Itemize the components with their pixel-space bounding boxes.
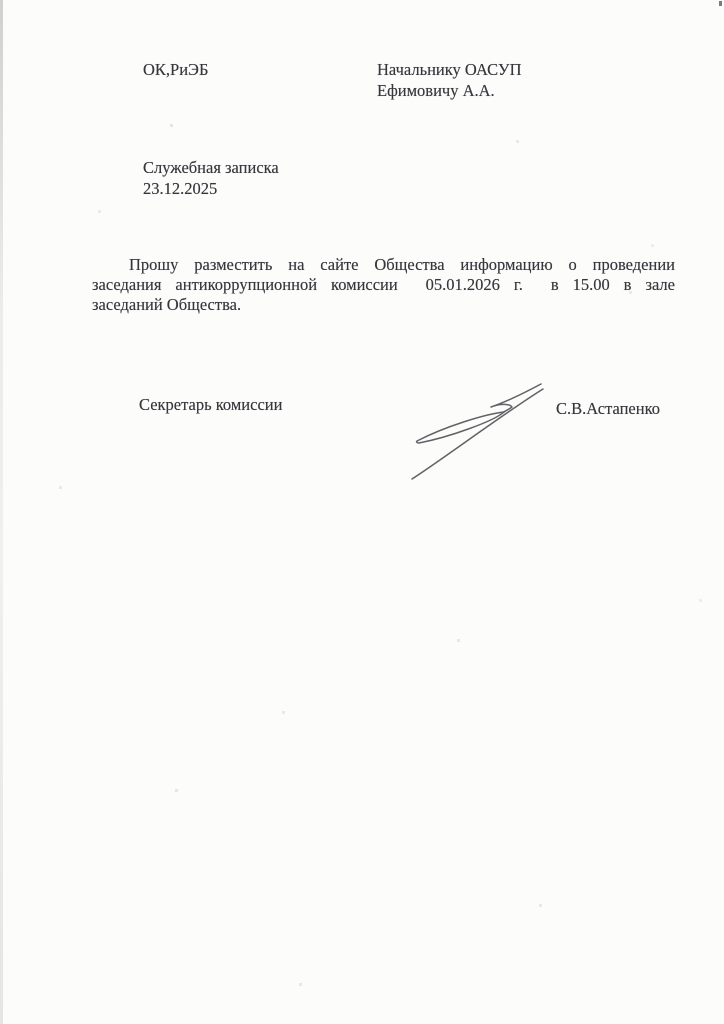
scan-noise: [0, 0, 1, 1]
scan-speck: [719, 1, 722, 6]
document-title: Служебная записка: [143, 158, 279, 177]
handwritten-signature: [398, 376, 550, 484]
signoff-role: Секретарь комиссии: [139, 395, 283, 414]
document-date: 23.12.2025: [143, 178, 218, 198]
addressee-name-line: Ефимовичу А.А.: [377, 81, 495, 100]
body-line: заседаний Общества.: [92, 294, 242, 314]
addressee-title-line: Начальнику ОАСУП: [377, 60, 522, 79]
scan-edge-artifact: [0, 0, 3, 1024]
department-label: ОК,РиЭБ: [143, 60, 209, 79]
addressee-block: [377, 59, 522, 101]
body-line: заседания антикоррупционной комиссии 05.01.2026 г. в 15.00 в зале: [92, 274, 675, 294]
document-title-block: [143, 158, 279, 199]
signoff-name: С.В.Астапенко: [556, 399, 661, 418]
body-paragraph: [92, 255, 675, 314]
body-line: Прошу разместить на сайте Общества информацию о проведении: [129, 255, 675, 274]
